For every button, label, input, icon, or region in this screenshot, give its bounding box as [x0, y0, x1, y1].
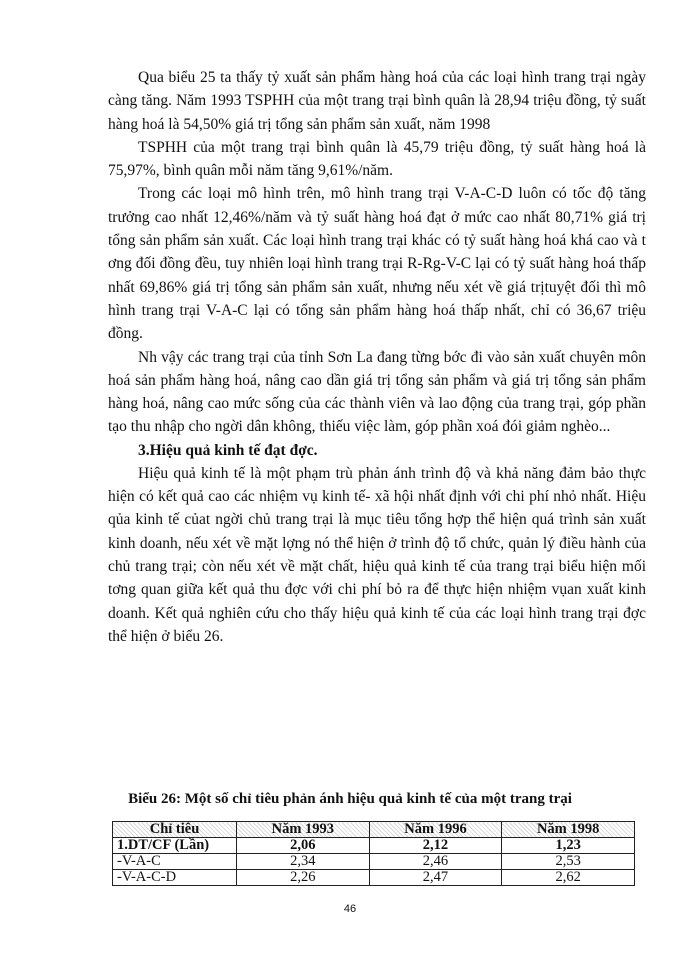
row-label: 1.DT/CF (Lần)	[113, 838, 237, 854]
document-body	[108, 66, 646, 648]
table-title: Biểu 26: Một số chỉ tiêu phản ánh hiệu quả kinh tế của một trang trại	[128, 791, 572, 807]
header-1996: Năm 1996	[369, 822, 502, 838]
header-1998: Năm 1998	[502, 822, 635, 838]
cell-value: 2,34	[237, 854, 370, 870]
page-number: 46	[343, 903, 357, 915]
paragraph-models: Trong các loại mô hình trên, mô hình trang trại V-A-C-D luôn có tốc độ tăng trưởng cao nhất 12,46%/năm và tỷ suất hàng hoá đạt ở mức cao nhất 80,71% giá trị tổng sản phẩm sản xuất. Các loại hình trang trại khác có tỷ suất hàng hoá khá cao và t ơng đối đồng đều, tuy nhiên loại hình trang trại R-Rg-V-C lại có tỷ suất hàng hoá thấp nhất 69,86% giá trị tổng sản phẩm sản xuất, nhưng nếu xét về giá trịtuyệt đối thì mô hình trang trại V-A-C lại có tổng sản phẩm hàng hoá thấp nhất, chỉ có 36,67 triệu đồng.	[108, 185, 646, 343]
table-row	[113, 854, 635, 870]
paragraph-intro: Qua biểu 25 ta thấy tỷ xuất sản phẩm hàng hoá của các loại hình trang trại ngày càng tăng. Năm 1993 TSPHH của một trang trại bình quân là 28,94 triệu đồng, tỷ suất hàng hoá là 54,50% giá trị tổng sản phẩm sản xuất, năm 1998	[108, 69, 646, 133]
cell-value: 2,47	[369, 870, 502, 886]
paragraph-efficiency: Hiệu quả kinh tế là một phạm trù phản ánh trình độ và khả năng đảm bảo thực hiện có kết quả cao các nhiệm vụ kinh tế- xã hội nhất định với chi phí nhỏ nhất. Hiệu qủa kinh tế củat ngời chủ trang trại là mục tiêu tổng hợp thể hiện quá trình sản xuất kinh doanh, nếu xét về mặt lợng nó thể hiện ở trình độ tổ chức, quản lý điều hành của chủ trang trại; còn nếu xét về mặt chất, hiệu quả kinh tế của trang trại biểu hiện mối tơng quan giữa kết quả thu đợc với chi phí bỏ ra để thực hiện nhiệm vụan xuất kinh doanh. Kết quả nghiên cứu cho thấy hiệu quả kinh tế của các loại hình trang trại đợc thể hiện ở biểu 26.	[108, 464, 646, 645]
cell-value: 2,46	[369, 854, 502, 870]
table-row	[113, 838, 635, 854]
cell-value: 2,06	[237, 838, 370, 854]
header-indicator: Chỉ tiêu	[113, 822, 237, 838]
table-row	[113, 870, 635, 886]
cell-value: 2,26	[237, 870, 370, 886]
efficiency-table	[112, 821, 635, 886]
cell-value: 2,12	[369, 838, 502, 854]
cell-value: 1,23	[502, 838, 635, 854]
row-label: -V-A-C-D	[113, 870, 237, 886]
cell-value: 2,62	[502, 870, 635, 886]
table-header-row	[113, 822, 635, 838]
paragraph-tsphh: TSPHH của một trang trại bình quân là 45,79 triệu đồng, tỷ suất hàng hoá là 75,97%, bình quân mỗi năm tăng 9,61%/năm.	[108, 138, 646, 180]
paragraph-son-la: Nh vậy các trang trại của tỉnh Sơn La đang từng bớc đi vào sản xuất chuyên môn hoá sản phẩm hàng hoá, nâng cao dần giá trị tổng sản phẩm và giá trị tổng sản phẩm hàng hoá, nâng cao mức sống của các thành viên và lao động của trang trại, góp phần tạo thu nhập cho ngời dân không, thiếu việc làm, góp phần xoá đói giảm nghèo...	[108, 348, 646, 436]
section-heading: 3.Hiệu quả kinh tế đạt đợc.	[138, 441, 318, 459]
header-1993: Năm 1993	[237, 822, 370, 838]
row-label: -V-A-C	[113, 854, 237, 870]
cell-value: 2,53	[502, 854, 635, 870]
